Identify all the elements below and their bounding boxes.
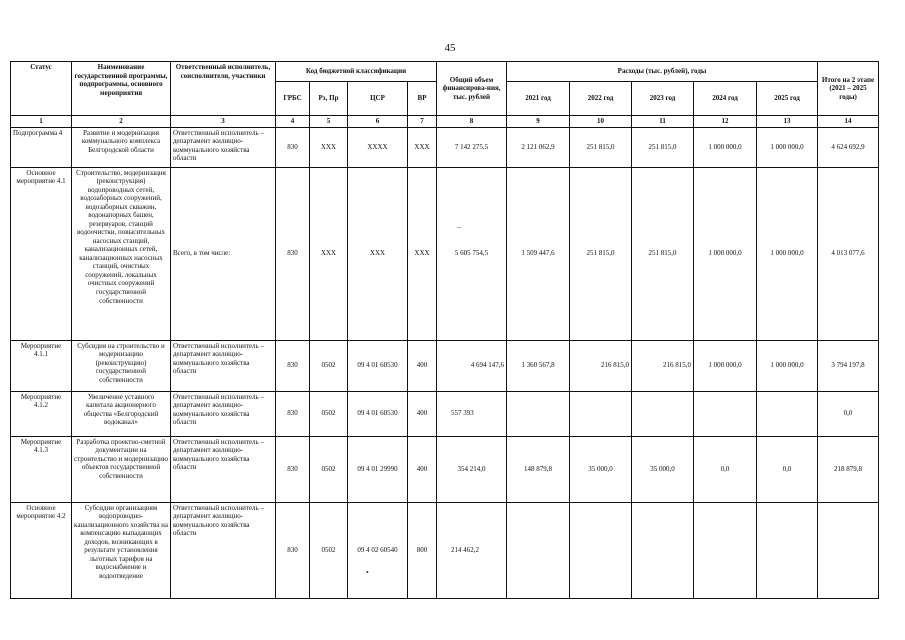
csr-cell: XXXX [348,127,408,167]
y2024-cell: 1 000 000,0 [694,340,757,391]
grbs-cell: 830 [276,391,310,436]
grbs-cell: 830 [276,502,310,598]
header-row-1 [11,62,879,82]
column-number: 5 [310,116,348,128]
column-number: 2 [72,116,171,128]
itogo-cell: 4 624 692,9 [818,127,879,167]
csr-cell: 09 4 02 60540 [348,502,408,598]
y2022-cell [570,391,632,436]
header-rz-pr: Рз, Пр [310,82,348,116]
header-2022: 2022 год [570,82,632,116]
y2023-cell [632,502,694,598]
status-cell: Подпрограмма 4 [11,127,72,167]
y2025-cell: 1 000 000,0 [757,167,818,340]
name-cell: Увеличение уставного капитала акционерного общества «Белгородский водоканал» [72,391,171,436]
header-vr: ВР [408,82,437,116]
header-2023: 2023 год [632,82,694,116]
rz-pr-cell: XXX [310,167,348,340]
y2023-cell: 216 815,0 [632,340,694,391]
y2025-cell: 1 000 000,0 [757,340,818,391]
itogo-cell: 218 879,8 [818,436,879,502]
csr-cell: 09 4 01 60530 [348,340,408,391]
y2021-cell [507,391,570,436]
executor-cell: Ответственный исполнитель – департамент жилищно-коммунального хозяйства области [171,436,276,502]
vr-cell: 800 [408,502,437,598]
y2022-cell: 35 000,0 [570,436,632,502]
header-name: Наименование государственной программы, подпрограммы, основного мероприятия [72,62,171,116]
status-cell: Основное мероприятие 4.2 [11,502,72,598]
vr-cell: 400 [408,436,437,502]
y2021-cell [507,502,570,598]
y2022-cell: 216 815,0 [570,340,632,391]
y2023-cell: 251 815,0 [632,127,694,167]
y2023-cell [632,391,694,436]
vr-cell: 400 [408,340,437,391]
header-2021: 2021 год [507,82,570,116]
grbs-cell: 830 [276,340,310,391]
itogo-cell: 0,0 [818,391,879,436]
y2021-cell: 148 879,8 [507,436,570,502]
rz-pr-cell: 0502 [310,436,348,502]
y2022-cell: 251 815,0 [570,127,632,167]
y2024-cell [694,391,757,436]
y2025-cell: 0,0 [757,436,818,502]
header-expenses: Расходы (тыс. рублей), годы [507,62,818,82]
header-grbs: ГРБС [276,82,310,116]
table-row [11,436,879,502]
page-number: 45 [444,42,456,54]
rz-pr-cell: 0502 [310,391,348,436]
table-row [11,340,879,391]
column-number: 8 [437,116,507,128]
total-cell: 4 694 147,6 [437,340,507,391]
status-cell: Мероприятие 4.1.1 [11,340,72,391]
header-executor: Ответственный исполнитель, соисполнители, участники [171,62,276,116]
name-cell: Развитие и модернизация коммунального комплекса Белгородской области [72,127,171,167]
header-status: Статус [11,62,72,116]
budget-table [10,61,879,599]
header-total-volume: Общий объем финансирова-ния, тыс. рублей [437,62,507,116]
column-number: 6 [348,116,408,128]
executor-cell: Ответственный исполнитель – департамент жилищно-коммунального хозяйства области [171,127,276,167]
total-cell: 5 605 754,5 [437,167,507,340]
column-number: 9 [507,116,570,128]
y2023-cell: 251 815,0 [632,167,694,340]
grbs-cell: 830 [276,436,310,502]
total-cell: 214 462,2 [437,502,507,598]
executor-cell: Всего, в том числе: [171,167,276,340]
vr-cell: XXX [408,167,437,340]
vr-cell: 400 [408,391,437,436]
vr-cell: XXX [408,127,437,167]
y2025-cell [757,502,818,598]
y2024-cell: 1 000 000,0 [694,167,757,340]
column-number: 14 [818,116,879,128]
total-cell: 354 214,0 [437,436,507,502]
name-cell: Разработка проектно-сметной документации на строительство и модернизацию объектов государственной собственности [72,436,171,502]
csr-cell: 09 4 01 60530 [348,391,408,436]
column-number: 12 [694,116,757,128]
header-itogo: Итого на 2 этапе (2021 – 2025 годы) [818,62,879,116]
name-cell: Субсидии организациям водопроводно-канализационного хозяйства на компенсацию выпадающих доходов, возникающих в результате установления льготных тарифов на водоснабжение и водоотведение [72,502,171,598]
column-number-row [11,116,879,128]
executor-cell: Ответственный исполнитель – департамент жилищно-коммунального хозяйства области [171,391,276,436]
grbs-cell: 830 [276,167,310,340]
column-number: 7 [408,116,437,128]
status-cell: Мероприятие 4.1.2 [11,391,72,436]
scan-dot-mark: • [366,568,369,577]
header-2025: 2025 год [757,82,818,116]
y2021-cell: 2 121 062,9 [507,127,570,167]
column-number: 13 [757,116,818,128]
y2023-cell: 35 000,0 [632,436,694,502]
status-cell: Мероприятие 4.1.3 [11,436,72,502]
rz-pr-cell: 0502 [310,340,348,391]
table-row [11,502,879,598]
scan-dash-mark: – [457,222,461,231]
column-number: 3 [171,116,276,128]
rz-pr-cell: 0502 [310,502,348,598]
status-cell: Основное мероприятие 4.1 [11,167,72,340]
table-row [11,391,879,436]
column-number: 10 [570,116,632,128]
y2024-cell: 1 000 000,0 [694,127,757,167]
header-csr: ЦСР [348,82,408,116]
rz-pr-cell: XXX [310,127,348,167]
header-budget-code: Код бюджетной классификации [276,62,437,82]
executor-cell: Ответственный исполнитель – департамент жилищно-коммунального хозяйства области [171,340,276,391]
y2025-cell: 1 000 000,0 [757,127,818,167]
csr-cell: XXX [348,167,408,340]
table-row [11,127,879,167]
itogo-cell: 3 794 197,8 [818,340,879,391]
y2024-cell [694,502,757,598]
csr-cell: 09 4 01 29990 [348,436,408,502]
table-row [11,167,879,340]
name-cell: Строительство, модернизация (реконструкция) водопроводных сетей, водозаборных сооружений, водозаборных скважин, водонапорных башен, резервуаров, станций водоочистки, повысительных насосных станций, канализационных сетей, канализационных насосных станций, очистных сооружений, локальных очистных сооружений государственной собственности [72,167,171,340]
header-2024: 2024 год [694,82,757,116]
name-cell: Субсидия на строительство и модернизацию (реконструкцию) государственной собственности [72,340,171,391]
column-number: 4 [276,116,310,128]
y2021-cell: 1 509 447,6 [507,167,570,340]
column-number: 11 [632,116,694,128]
y2025-cell [757,391,818,436]
executor-cell: Ответственный исполнитель – департамент жилищно-коммунального хозяйства области [171,502,276,598]
itogo-cell [818,502,879,598]
y2022-cell: 251 815,0 [570,167,632,340]
grbs-cell: 830 [276,127,310,167]
total-cell: 557 393 [437,391,507,436]
y2021-cell: 1 360 567,8 [507,340,570,391]
y2024-cell: 0,0 [694,436,757,502]
y2022-cell [570,502,632,598]
column-number: 1 [11,116,72,128]
itogo-cell: 4 013 077,6 [818,167,879,340]
total-cell: 7 142 275,5 [437,127,507,167]
